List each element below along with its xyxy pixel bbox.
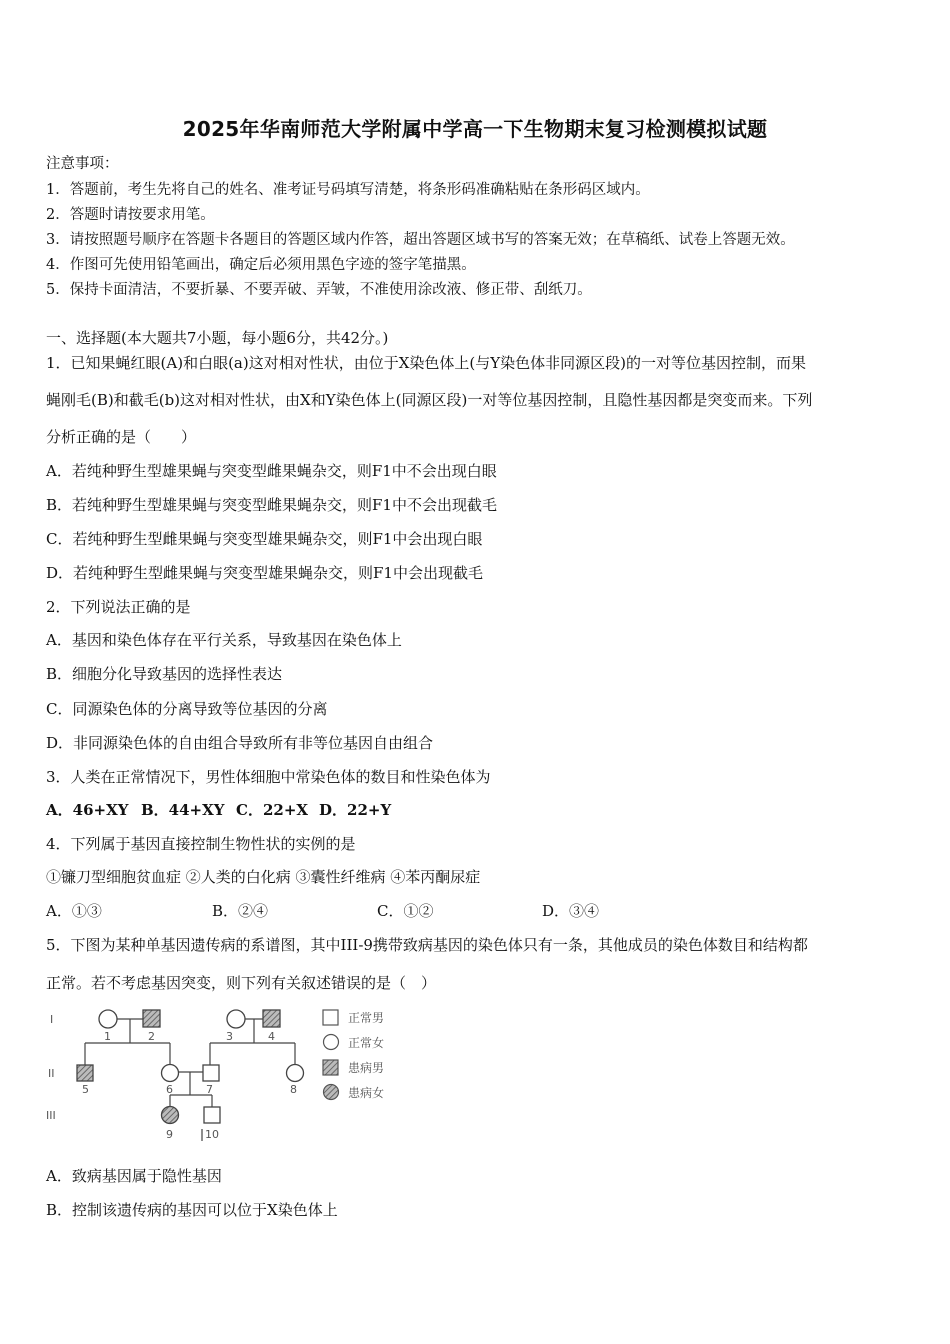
individual-number: 9 (166, 1128, 173, 1141)
legend-normal-male-icon (323, 1010, 338, 1025)
legend-label: 患病女 (348, 1086, 385, 1100)
individual-number: 2 (148, 1030, 155, 1043)
individual-number: 4 (268, 1030, 275, 1043)
option-c: C．若纯种野生型雌果蝇与突变型雄果蝇杂交，则F1中会出现白眼 (46, 530, 483, 548)
option-b: B．②④ (212, 902, 269, 920)
question-stem: 分析正确的是（ ） (46, 428, 197, 446)
individual-number: 5 (82, 1083, 89, 1096)
option-a: A．基因和染色体存在平行关系，导致基因在染色体上 (46, 631, 402, 649)
legend-label: 正常女 (348, 1036, 385, 1050)
option-b: B．控制该遗传病的基因可以位于X染色体上 (46, 1201, 338, 1219)
option-c: C．①② (377, 902, 434, 920)
option-a: A．若纯种野生型雄果蝇与突变型雌果蝇杂交，则F1中不会出现白眼 (46, 462, 497, 480)
generation-label: I (50, 1013, 54, 1026)
notes-item: 1．答题前，考生先将自己的姓名、准考证号码填写清楚，将条形码准确粘贴在条形码区域内。 (46, 182, 650, 198)
individual-number: 7 (206, 1083, 213, 1096)
notes-item: 2．答题时请按要求用笔。 (46, 207, 215, 223)
options-row (46, 799, 391, 820)
individual-number: 6 (166, 1083, 173, 1096)
individual-number: 1 (104, 1030, 111, 1043)
question-stem: 2．下列说法正确的是 (46, 598, 191, 616)
individual-number: 10 (205, 1128, 219, 1141)
option-b: B．细胞分化导致基因的选择性表达 (46, 665, 283, 683)
individual-5 (77, 1065, 93, 1081)
individual-9 (162, 1107, 179, 1124)
individual-4 (263, 1010, 280, 1027)
question-stem: 1．已知果蝇红眼(A)和白眼(a)这对相对性状，由位于X染色体上(与Y染色体非同源区段)的一对等位基因控制，而果 (46, 354, 807, 372)
individual-number: 8 (290, 1083, 297, 1096)
question-stem: 正常。若不考虑基因突变，则下列有关叙述错误的是（ ） (46, 974, 437, 992)
notes-heading: 注意事项： (46, 156, 119, 172)
legend-affected-male-icon (323, 1060, 338, 1075)
legend-affected-female-icon (324, 1085, 339, 1100)
individual-2 (143, 1010, 160, 1027)
generation-label: II (48, 1067, 55, 1080)
option-c: C．同源染色体的分离导致等位基因的分离 (46, 700, 328, 718)
option-a: A．①③ (46, 902, 102, 920)
legend-label: 正常男 (348, 1011, 385, 1025)
individual-1 (99, 1010, 117, 1028)
option-d: D．22+Y (319, 801, 392, 819)
notes-item: 3．请按照题号顺序在答题卡各题目的答题区域内作答，超出答题区域书写的答案无效；在草稿纸、试卷上答题无效。 (46, 232, 795, 248)
question-items: ①镰刀型细胞贫血症 ②人类的白化病 ③囊性纤维病 ④苯丙酮尿症 (46, 868, 481, 886)
question-stem: 蝇刚毛(B)和截毛(b)这对相对性状，由X和Y染色体上(同源区段)一对等位基因控制，且隐性基因都是突变而来。下列 (46, 391, 813, 409)
option-b: B．若纯种野生型雄果蝇与突变型雌果蝇杂交，则F1中不会出现截毛 (46, 496, 497, 514)
legend-label: 患病男 (348, 1061, 385, 1075)
generation-label: III (46, 1109, 56, 1122)
notes-item: 5．保持卡面清洁，不要折暴、不要弄破、弄皱，不准使用涂改液、修正带、刮纸刀。 (46, 282, 592, 298)
individual-7 (203, 1065, 219, 1081)
individual-6 (162, 1065, 179, 1082)
option-b: B．44+XY (141, 801, 225, 819)
option-a: A．46+XY (46, 801, 129, 819)
option-d: D．非同源染色体的自由组合导致所有非等位基因自由组合 (46, 734, 434, 752)
section-heading: 一、选择题(本大题共7小题，每小题6分，共42分。) (46, 329, 389, 347)
individual-number: 3 (226, 1030, 233, 1043)
legend-normal-female-icon (324, 1035, 339, 1050)
options-row (46, 900, 599, 921)
individual-10 (204, 1107, 220, 1123)
option-c: C．22+X (236, 801, 309, 819)
notes-item: 4．作图可先使用铅笔画出，确定后必须用黑色字迹的签字笔描黑。 (46, 257, 476, 273)
question-stem: 3．人类在正常情况下，男性体细胞中常染色体的数目和性染色体为 (46, 768, 491, 786)
option-d: D．③④ (542, 902, 600, 920)
option-a: A．致病基因属于隐性基因 (46, 1167, 222, 1185)
individual-3 (227, 1010, 245, 1028)
question-stem: 4．下列属于基因直接控制生物性状的实例的是 (46, 835, 356, 853)
page-title: 2025年华南师范大学附属中学高一下生物期末复习检测模拟试题 (182, 117, 768, 141)
question-stem: 5．下图为某种单基因遗传病的系谱图，其中III-9携带致病基因的染色体只有一条，其他成员的染色体数目和结构都 (46, 936, 808, 954)
pedigree-chart (40, 1003, 420, 1148)
option-d: D．若纯种野生型雌果蝇与突变型雄果蝇杂交，则F1中会出现截毛 (46, 564, 483, 582)
individual-8 (287, 1065, 304, 1082)
